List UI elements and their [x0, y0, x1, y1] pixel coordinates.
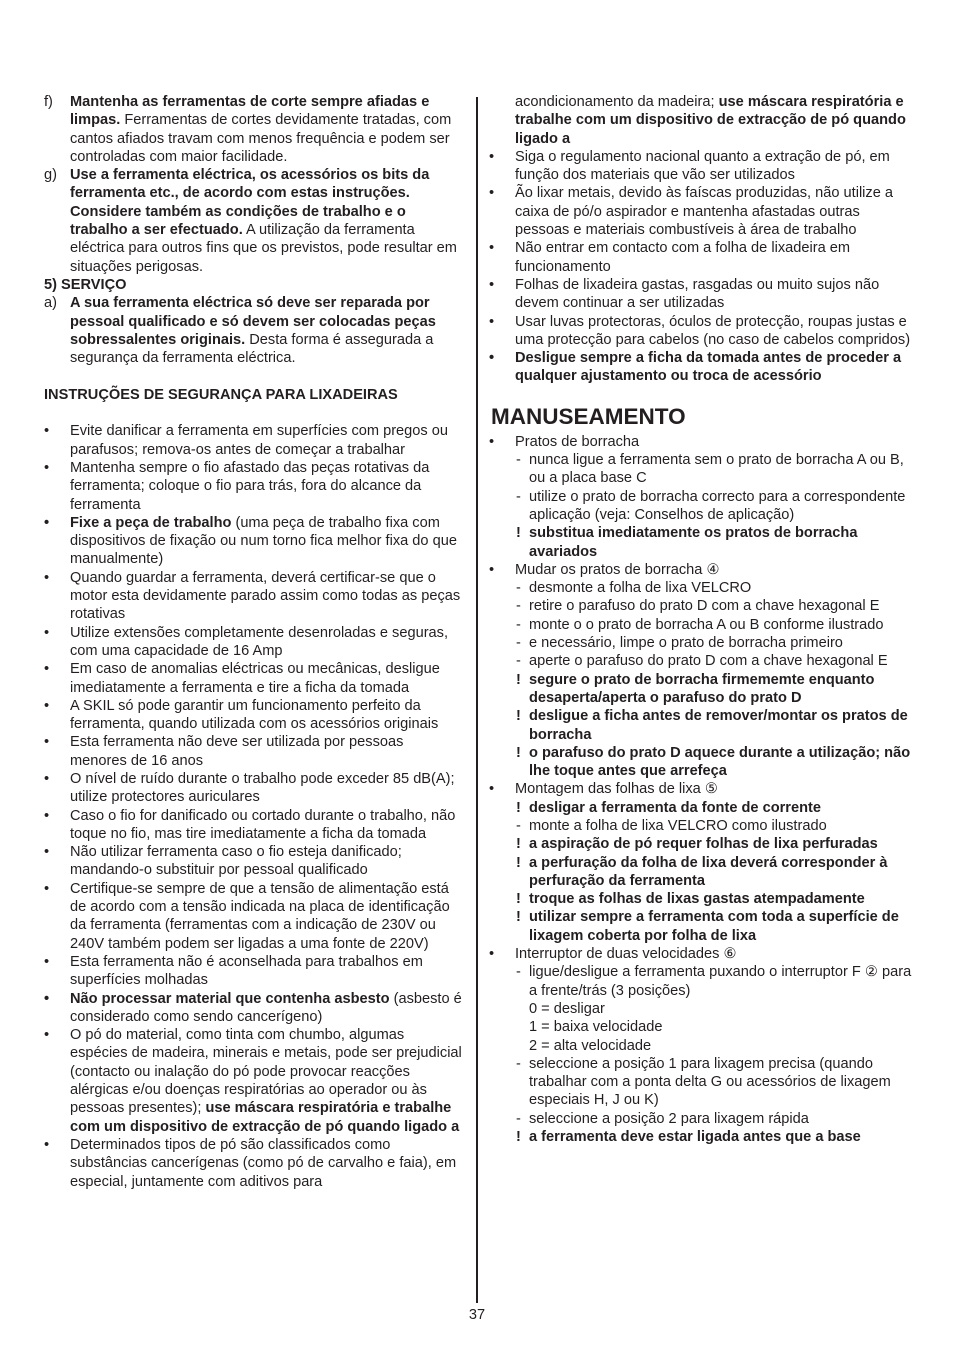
sub-item: - monte a folha de lixa VELCRO como ilustrado	[489, 817, 914, 835]
warning-item: ! segure o prato de borracha firmememte enquanto desaperta/aperta o parafuso do prato D	[489, 671, 914, 708]
list-item: • Quando guardar a ferramenta, deverá certificar-se que o motor esta devidamente parado assim como todas as peças rotativas	[44, 569, 464, 624]
list-item: • O nível de ruído durante o trabalho pode exceder 85 dB(A); utilize protectores auriculares	[44, 770, 464, 807]
list-item: • Certifique-se sempre de que a tensão de alimentação está de acordo com a tensão indicada na placa de identificação da ferramenta (ferramentas com a indicação de 230V ou 240V também podem ser ligadas a uma fonte de 220V)	[44, 880, 464, 953]
list-item: • Pratos de borracha	[489, 433, 914, 451]
position-line: 1 = baixa velocidade	[529, 1019, 663, 1036]
warning-item: ! utilizar sempre a ferramenta com toda a superfície de lixagem coberta por folha de lixa	[489, 908, 914, 945]
warning-item: ! desligar a ferramenta da fonte de corrente	[489, 799, 914, 817]
page-number: 37	[468, 1307, 486, 1323]
sub-item: - seleccione a posição 1 para lixagem precisa (quando trabalhar com a ponta delta G ou acessórios de lixagem especiais H, J ou K)	[489, 1055, 914, 1110]
position-line: 0 = desligar	[529, 1000, 605, 1017]
item-marker: g)	[44, 167, 57, 184]
sub-item: - ligue/desligue a ferramenta puxando o interruptor F ② para a frente/trás (3 posições)	[489, 963, 914, 1000]
column-divider	[476, 97, 478, 1303]
list-item: • A SKIL só pode garantir um funcionamento perfeito da ferramenta, quando utilizada com os acessórios originais	[44, 697, 464, 734]
item-a: a) A sua ferramenta eléctrica só deve ser reparada por pessoal qualificado e só devem ser colocadas peças sobressalentes originais. Desta forma é assegurada a segurança da ferramenta eléctrica.	[44, 295, 436, 367]
list-item: • Não processar material que contenha asbesto (asbesto é considerado como sendo cancerígeno)	[44, 990, 464, 1027]
left-column	[44, 93, 464, 1191]
warning-item: ! a ferramenta deve estar ligada antes que a base	[489, 1128, 914, 1146]
list-item: • Siga o regulamento nacional quanto a extração de pó, em função dos materiais que vão ser utilizados	[489, 148, 914, 185]
list-item: • Esta ferramenta não deve ser utilizada por pessoas menores de 16 anos	[44, 733, 464, 770]
warning-item: ! troque as folhas de lixas gastas atempadamente	[489, 890, 914, 908]
list-item: • Esta ferramenta não é aconselhada para trabalhos em superfícies molhadas	[44, 953, 464, 990]
item-g: g) Use a ferramenta eléctrica, os acessórios os bits da ferramenta etc., de acordo com estas instruções. Considere também as condições de trabalho e o trabalho a ser efectuado. A utilização da ferramenta eléctrica para outros fins que os previstos, pode resultar em situações perigosas.	[44, 167, 457, 275]
list-item: • O pó do material, como tinta com chumbo, algumas espécies de madeira, minerais e metais, pode ser prejudicial (contacto ou inalação do pó pode provocar reacções alérgicas e/ou doenças respiratórias ao operador ou às pessoas presentes); use máscara respiratória e trabalhe com um dispositivo de extracção de pó quando ligado a	[44, 1026, 464, 1136]
list-item: • Fixe a peça de trabalho (uma peça de trabalho fixa com dispositivos de fixação ou num torno fica melhor fixa do que manualmente)	[44, 514, 464, 569]
list-item: • Interruptor de duas velocidades ⑥	[489, 945, 914, 963]
warning-item: ! desligue a ficha antes de remover/montar os pratos de borracha	[489, 707, 914, 744]
item-marker: f)	[44, 94, 53, 110]
sub-item: - aperte o parafuso do prato D com a chave hexagonal E	[489, 652, 914, 670]
continued-item: acondicionamento da madeira; use máscara respiratória e trabalhe com um dispositivo de extracção de pó quando ligado a	[515, 94, 906, 147]
list-item: • Não utilizar ferramenta caso o fio esteja danificado; mandando-o substituir por pessoal qualificado	[44, 843, 464, 880]
warning-item: ! a aspiração de pó requer folhas de lixa perfuradas	[489, 835, 914, 853]
list-item: • Utilize extensões completamente desenroladas e seguras, com uma capacidade de 16 Amp	[44, 624, 464, 661]
sub-item: - utilize o prato de borracha correcto para a correspondente aplicação (veja: Conselhos de aplicação)	[489, 488, 914, 525]
list-item: • Determinados tipos de pó são classificados como substâncias cancerígenas (como pó de carvalho e faia), em especial, juntamente com aditivos para	[44, 1136, 464, 1191]
sub-item: - monte o o prato de borracha A ou B conforme ilustrado	[489, 616, 914, 634]
list-item: • Desligue sempre a ficha da tomada antes de proceder a qualquer ajustamento ou troca de acessório	[489, 349, 914, 386]
list-item: • Usar luvas protectoras, óculos de protecção, roupas justas e uma protecção para cabelos (no caso de cabelos compridos)	[489, 313, 914, 350]
list-item: • Ão lixar metais, devido às faíscas produzidas, não utilize a caixa de pó/o aspirador e mantenha afastadas outras pessoas e materiais combustíveis à área de trabalho	[489, 184, 914, 239]
position-line: 2 = alta velocidade	[529, 1037, 652, 1054]
sub-item: - e necessário, limpe o prato de borracha primeiro	[489, 634, 914, 652]
list-item: • Caso o fio for danificado ou cortado durante o trabalho, não toque no fio, mas tire imediatamente a ficha da tomada	[44, 807, 464, 844]
list-item: • Em caso de anomalias eléctricas ou mecânicas, desligue imediatamente a ferramenta e tire a ficha da tomada	[44, 660, 464, 697]
safety-heading: INSTRUÇÕES DE SEGURANÇA PARA LIXADEIRAS	[44, 386, 398, 403]
list-item: • Folhas de lixadeira gastas, rasgadas ou muito sujos não devem continuar a ser utilizadas	[489, 276, 914, 313]
item-f: f) Mantenha as ferramentas de corte sempre afiadas e limpas. Ferramentas de cortes devidamente tratadas, com cantos afiados travam com menos frequência e podem ser controladas com maior facilidade.	[44, 94, 452, 165]
right-column	[489, 93, 914, 1146]
list-item: • Mantenha sempre o fio afastado das peças rotativas da ferramenta; coloque o fio para trás, fora do alcance da ferramenta	[44, 459, 464, 514]
sub-item: - desmonte a folha de lixa VELCRO	[489, 579, 914, 597]
warning-item: ! o parafuso do prato D aquece durante a utilização; não lhe toque antes que arrefeça	[489, 744, 914, 781]
list-item: • Montagem das folhas de lixa ⑤	[489, 780, 914, 798]
sub-item: - retire o parafuso do prato D com a chave hexagonal E	[489, 597, 914, 615]
list-item: • Evite danificar a ferramenta em superfícies com pregos ou parafusos; remova-os antes de começar a trabalhar	[44, 422, 464, 459]
warning-item: ! a perfuração da folha de lixa deverá corresponder à perfuração da ferramenta	[489, 854, 914, 891]
item-marker: a)	[44, 295, 57, 312]
sub-item: - nunca ligue a ferramenta sem o prato de borracha A ou B, ou a placa base C	[489, 451, 914, 488]
manuseamento-heading: MANUSEAMENTO	[491, 403, 686, 429]
list-item: • Mudar os pratos de borracha ④	[489, 561, 914, 579]
sub-item: - seleccione a posição 2 para lixagem rápida	[489, 1110, 914, 1128]
warning-item: ! substitua imediatamente os pratos de borracha avariados	[489, 524, 914, 561]
list-item: • Não entrar em contacto com a folha de lixadeira em funcionamento	[489, 239, 914, 276]
section-heading: 5) SERVIÇO	[44, 276, 127, 293]
